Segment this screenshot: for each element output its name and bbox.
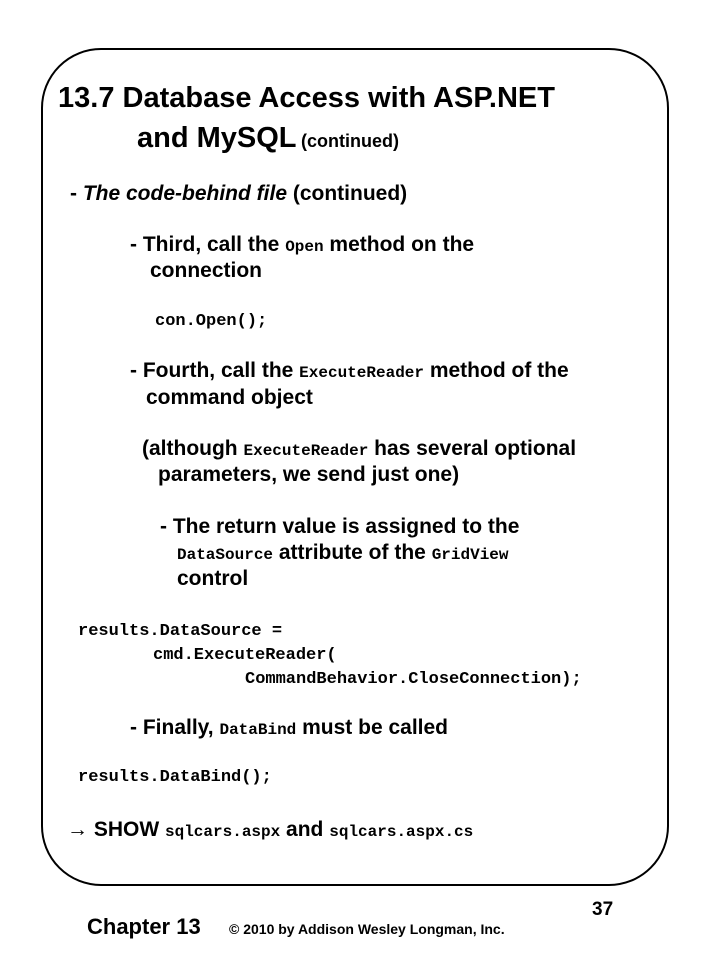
b3-code2: GridView	[431, 546, 509, 564]
paren-note	[142, 437, 576, 461]
b4-post: must be called	[296, 716, 448, 739]
title-main: and MySQL	[137, 122, 297, 154]
b3-mid: attribute of the	[273, 541, 432, 564]
code-databind: results.DataBind();	[78, 768, 272, 787]
slide-title-line2	[137, 122, 399, 155]
show-code2: sqlcars.aspx.cs	[329, 823, 474, 841]
b1-post: method on the	[323, 233, 475, 256]
p1-code: ExecuteReader	[243, 442, 369, 460]
bullet-fourth-line2: command object	[146, 386, 313, 409]
sub-prefix: -	[70, 182, 83, 205]
footer-chapter: Chapter 13	[87, 914, 201, 939]
sub-suffix: (continued)	[287, 182, 408, 205]
p1-post: has several optional	[368, 437, 577, 460]
paren-note-line2: parameters, we send just one)	[158, 463, 460, 486]
b1-code: Open	[285, 238, 324, 256]
bullet-return-value: - The return value is assigned to the	[160, 515, 520, 538]
subheading	[70, 182, 407, 206]
sub-italic: The code-behind file	[82, 182, 288, 205]
b3-code1: DataSource	[177, 546, 274, 564]
code-datasource-line3: CommandBehavior.CloseConnection);	[245, 670, 582, 689]
bullet-fourth	[130, 359, 569, 383]
b4-pre: - Finally,	[130, 716, 220, 739]
bullet-finally	[130, 716, 448, 740]
b4-code: DataBind	[219, 721, 297, 739]
b1-pre: - Third, call the	[130, 233, 286, 256]
show-text: SHOW	[88, 818, 165, 841]
arrow-right-icon: →	[67, 818, 88, 841]
slide-title-line1: 13.7 Database Access with ASP.NET	[58, 82, 555, 114]
show-line	[67, 818, 473, 842]
show-code1: sqlcars.aspx	[165, 823, 281, 841]
footer-page-number: 37	[592, 899, 614, 920]
bullet-third	[130, 233, 474, 257]
show-and: and	[280, 818, 330, 841]
bullet-third-line2: connection	[150, 259, 263, 282]
p1-pre: (although	[142, 437, 244, 460]
code-datasource-line2: cmd.ExecuteReader(	[153, 646, 337, 665]
b2-code: ExecuteReader	[299, 364, 424, 382]
b2-post: method of the	[424, 359, 569, 382]
code-datasource-line1: results.DataSource =	[78, 622, 283, 641]
bullet-return-value-line2	[177, 541, 509, 565]
bullet-return-value-line3: control	[177, 567, 249, 590]
code-con-open: con.Open();	[155, 312, 268, 331]
title-suffix: (continued)	[300, 131, 399, 151]
b2-pre: - Fourth, call the	[130, 359, 300, 382]
footer-copyright: © 2010 by Addison Wesley Longman, Inc.	[229, 921, 505, 937]
